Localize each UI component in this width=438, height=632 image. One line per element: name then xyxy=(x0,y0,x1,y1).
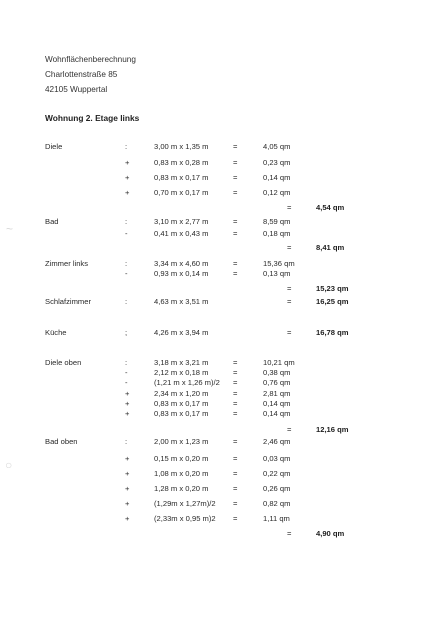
row-expression: 4,26 m x 3,94 m xyxy=(154,328,209,337)
row-expression: 3,10 m x 2,77 m xyxy=(154,217,209,226)
row-operator: + xyxy=(125,454,130,463)
row-equals: = xyxy=(233,469,238,478)
row-equals: = xyxy=(233,142,238,151)
table-row xyxy=(0,368,438,378)
row-expression: (1,29m x 1,27m)/2 xyxy=(154,499,216,508)
row-operator: + xyxy=(125,484,130,493)
row-operator: - xyxy=(125,368,128,377)
table-row xyxy=(0,203,438,213)
row-expression: 3,34 m x 4,60 m xyxy=(154,259,209,268)
row-total-equals: = xyxy=(287,529,292,538)
row-total: 16,25 qm xyxy=(316,297,349,306)
row-equals: = xyxy=(233,484,238,493)
row-label: Bad xyxy=(45,217,59,226)
row-expression: 2,12 m x 0,18 m xyxy=(154,368,209,377)
row-total: 4,90 qm xyxy=(316,529,345,538)
row-value: 4,05 qm xyxy=(263,142,291,151)
row-expression: 0,70 m x 0,17 m xyxy=(154,188,209,197)
table-row xyxy=(0,284,438,294)
row-expression: 0,93 m x 0,14 m xyxy=(154,269,209,278)
row-expression: 0,83 m x 0,28 m xyxy=(154,158,209,167)
row-total-equals: = xyxy=(287,243,292,252)
table-row xyxy=(0,437,438,447)
row-operator: : xyxy=(125,142,128,151)
row-expression: 2,00 m x 1,23 m xyxy=(154,437,209,446)
row-operator: + xyxy=(125,188,130,197)
row-total: 8,41 qm xyxy=(316,243,345,252)
row-value: 0,82 qm xyxy=(263,499,291,508)
table-row xyxy=(0,173,438,183)
row-label: Küche xyxy=(45,328,67,337)
row-equals: = xyxy=(233,173,238,182)
row-total-equals: = xyxy=(287,203,292,212)
table-row xyxy=(0,425,438,435)
table-row xyxy=(0,217,438,227)
row-operator: + xyxy=(125,409,130,418)
row-operator: : xyxy=(125,259,128,268)
scan-mark: ○ xyxy=(5,458,13,472)
scan-mark: ~ xyxy=(6,222,14,236)
row-equals: = xyxy=(233,454,238,463)
row-equals: = xyxy=(233,217,238,226)
row-value: 8,59 qm xyxy=(263,217,291,226)
row-value: 10,21 qm xyxy=(263,358,295,367)
row-total-equals: = xyxy=(287,425,292,434)
row-value: 0,13 qm xyxy=(263,269,291,278)
row-expression: (2,33m x 0,95 m)2 xyxy=(154,514,216,523)
table-row xyxy=(0,399,438,409)
table-row xyxy=(0,484,438,494)
table-row xyxy=(0,229,438,239)
section-title: Wohnung 2. Etage links xyxy=(45,113,140,123)
table-row xyxy=(0,409,438,419)
document-title: Wohnflächenberechnung xyxy=(45,55,136,64)
row-total-equals: = xyxy=(287,284,292,293)
row-value: 0,14 qm xyxy=(263,173,291,182)
row-label: Bad oben xyxy=(45,437,78,446)
row-total: 4,54 qm xyxy=(316,203,345,212)
row-operator: - xyxy=(125,378,128,387)
row-equals: = xyxy=(233,499,238,508)
table-row xyxy=(0,328,438,338)
row-expression: 4,63 m x 3,51 m xyxy=(154,297,209,306)
row-equals: = xyxy=(233,409,238,418)
row-expression: 0,83 m x 0,17 m xyxy=(154,399,209,408)
row-equals: = xyxy=(233,158,238,167)
table-row xyxy=(0,259,438,269)
table-row xyxy=(0,454,438,464)
row-operator: : xyxy=(125,297,128,306)
table-row xyxy=(0,389,438,399)
row-label: Diele xyxy=(45,142,63,151)
row-total: 15,23 qm xyxy=(316,284,349,293)
table-row xyxy=(0,529,438,539)
table-row xyxy=(0,269,438,279)
row-expression: 0,83 m x 0,17 m xyxy=(154,173,209,182)
row-value: 0,22 qm xyxy=(263,469,291,478)
table-row xyxy=(0,358,438,368)
row-equals: = xyxy=(233,378,238,387)
row-operator: + xyxy=(125,469,130,478)
row-equals: = xyxy=(233,358,238,367)
row-value: 0,26 qm xyxy=(263,484,291,493)
table-row xyxy=(0,243,438,253)
row-expression: 3,18 m x 3,21 m xyxy=(154,358,209,367)
table-row xyxy=(0,158,438,168)
row-operator: + xyxy=(125,158,130,167)
table-row xyxy=(0,499,438,509)
row-expression: (1,21 m x 1,26 m)/2 xyxy=(154,378,220,387)
table-row xyxy=(0,142,438,152)
row-value: 1,11 qm xyxy=(263,514,290,523)
row-operator: + xyxy=(125,389,130,398)
row-operator: ; xyxy=(125,328,128,337)
row-total-equals: = xyxy=(287,297,292,306)
row-equals: = xyxy=(233,514,238,523)
row-operator: + xyxy=(125,514,130,523)
row-equals: = xyxy=(233,188,238,197)
row-total: 16,78 qm xyxy=(316,328,349,337)
row-value: 0,14 qm xyxy=(263,399,291,408)
row-label: Schlafzimmer xyxy=(45,297,91,306)
row-equals: = xyxy=(233,389,238,398)
row-operator: : xyxy=(125,217,128,226)
row-value: 0,76 qm xyxy=(263,378,291,387)
row-equals: = xyxy=(233,229,238,238)
row-expression: 0,15 m x 0,20 m xyxy=(154,454,209,463)
row-operator: - xyxy=(125,229,128,238)
address-city: 42105 Wuppertal xyxy=(45,85,108,94)
row-expression: 0,83 m x 0,17 m xyxy=(154,409,209,418)
row-value: 0,12 qm xyxy=(263,188,291,197)
row-label: Diele oben xyxy=(45,358,82,367)
row-total: 12,16 qm xyxy=(316,425,349,434)
row-equals: = xyxy=(233,368,238,377)
row-expression: 2,34 m x 1,20 m xyxy=(154,389,209,398)
row-operator: : xyxy=(125,358,128,367)
row-operator: + xyxy=(125,173,130,182)
row-value: 0,38 qm xyxy=(263,368,291,377)
table-row xyxy=(0,188,438,198)
row-equals: = xyxy=(233,399,238,408)
table-row xyxy=(0,514,438,524)
table-row xyxy=(0,469,438,479)
row-operator: + xyxy=(125,499,130,508)
row-expression: 0,41 m x 0,43 m xyxy=(154,229,209,238)
address-street: Charlottenstraße 85 xyxy=(45,70,118,79)
table-row xyxy=(0,297,438,307)
row-value: 0,23 qm xyxy=(263,158,291,167)
row-expression: 1,08 m x 0,20 m xyxy=(154,469,209,478)
row-value: 0,14 qm xyxy=(263,409,291,418)
row-equals: = xyxy=(233,437,238,446)
row-equals: = xyxy=(233,269,238,278)
table-row xyxy=(0,378,438,388)
row-value: 0,18 qm xyxy=(263,229,291,238)
row-value: 2,81 qm xyxy=(263,389,291,398)
row-expression: 3,00 m x 1,35 m xyxy=(154,142,209,151)
row-value: 2,46 qm xyxy=(263,437,291,446)
row-operator: - xyxy=(125,269,128,278)
row-total-equals: = xyxy=(287,328,292,337)
row-expression: 1,28 m x 0,20 m xyxy=(154,484,209,493)
row-value: 15,36 qm xyxy=(263,259,295,268)
row-operator: : xyxy=(125,437,128,446)
row-label: Zimmer links xyxy=(45,259,89,268)
row-equals: = xyxy=(233,259,238,268)
row-value: 0,03 qm xyxy=(263,454,291,463)
row-operator: + xyxy=(125,399,130,408)
